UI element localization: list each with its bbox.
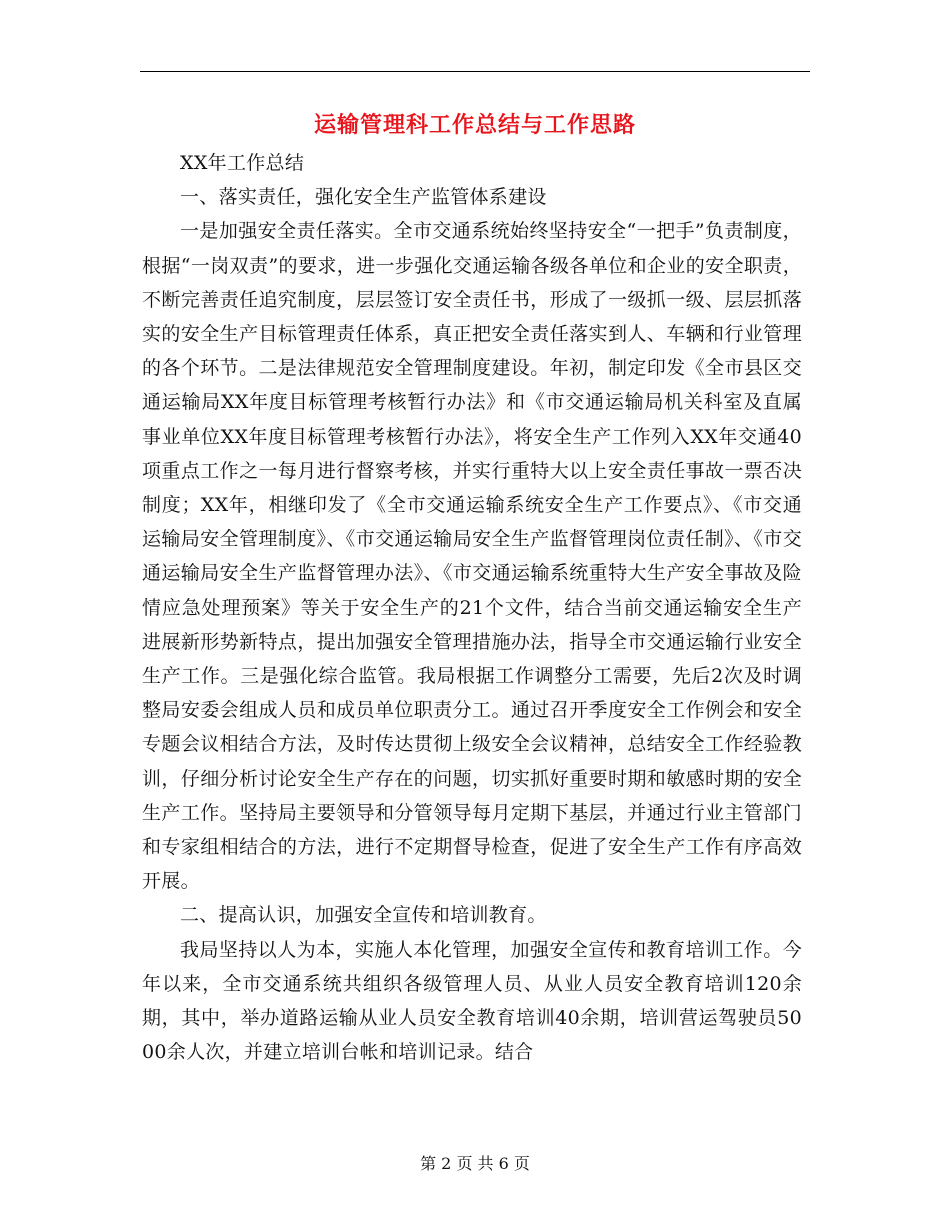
body-paragraph-1: 一是加强安全责任落实。全市交通系统始终坚持安全“一把手”负责制度，根据“一岗双责”的要求，进一步强化交通运输各级各单位和企业的安全职责，不断完善责任追究制度，层层签订安全责任书，形成了一级抓一级、层层抓落实的安全生产目标管理责任体系，真正把安全责任落实到人、车辆和行业管理的各个环节。二是法律规范安全管理制度建设。年初，制定印发《全市县区交通运输局XX年度目标管理考核暂行办法》和《市交通运输局机关科室及直属事业单位XX年度目标管理考核暂行办法》，将安全生产工作列入XX年交通40项重点工作之一每月进行督察考核，并实行重特大以上安全责任事故一票否决制度；XX年，相继印发了《全市交通运输系统安全生产工作要点》、《市交通运输局安全管理制度》、《市交通运输局安全生产监督管理岗位责任制》、《市交通运输局安全生产监督管理办法》、《市交通运输系统重特大生产安全事故及险情应急处理预案》等关于安全生产的21个文件，结合当前交通运输安全生产进展新形势新特点，提出加强安全管理措施办法，指导全市交通运输行业安全生产工作。三是强化综合监管。我局根据工作调整分工需要，先后2次及时调整局安委会组成人员和成员单位职责分工。通过召开季度安全工作例会和安全专题会议相结合方法，及时传达贯彻上级安全会议精神，总结安全工作经验教训，仔细分析讨论安全生产存在的问题，切实抓好重要时期和敏感时期的安全生产工作。坚持局主要领导和分管领导每月定期下基层，并通过行业主管部门和专家组相结合的方法，进行不定期督导检查，促进了安全生产工作有序高效开展。 [142, 220, 802, 893]
document-body [142, 146, 802, 1069]
header-rule [140, 71, 810, 72]
page-footer [0, 1152, 950, 1176]
body-paragraph-2: 我局坚持以人为本，实施人本化管理，加强安全宣传和教育培训工作。今年以来，全市交通系统共组织各级管理人员、从业人员安全教育培训120余期，其中，举办道路运输从业人员安全教育培训40余期，培训营运驾驶员5000余人次，并建立培训台帐和培训记录。结合 [142, 938, 802, 1064]
document-title: 运输管理科工作总结与工作思路 [313, 112, 636, 138]
section-heading-summary: XX年工作总结 [180, 152, 305, 174]
section-heading-1: 一、落实责任，强化安全生产监管体系建设 [180, 186, 547, 209]
page-number: 第 2 页 共 6 页 [420, 1154, 530, 1173]
section-heading-2: 二、提高认识，加强安全宣传和培训教育。 [180, 904, 547, 927]
